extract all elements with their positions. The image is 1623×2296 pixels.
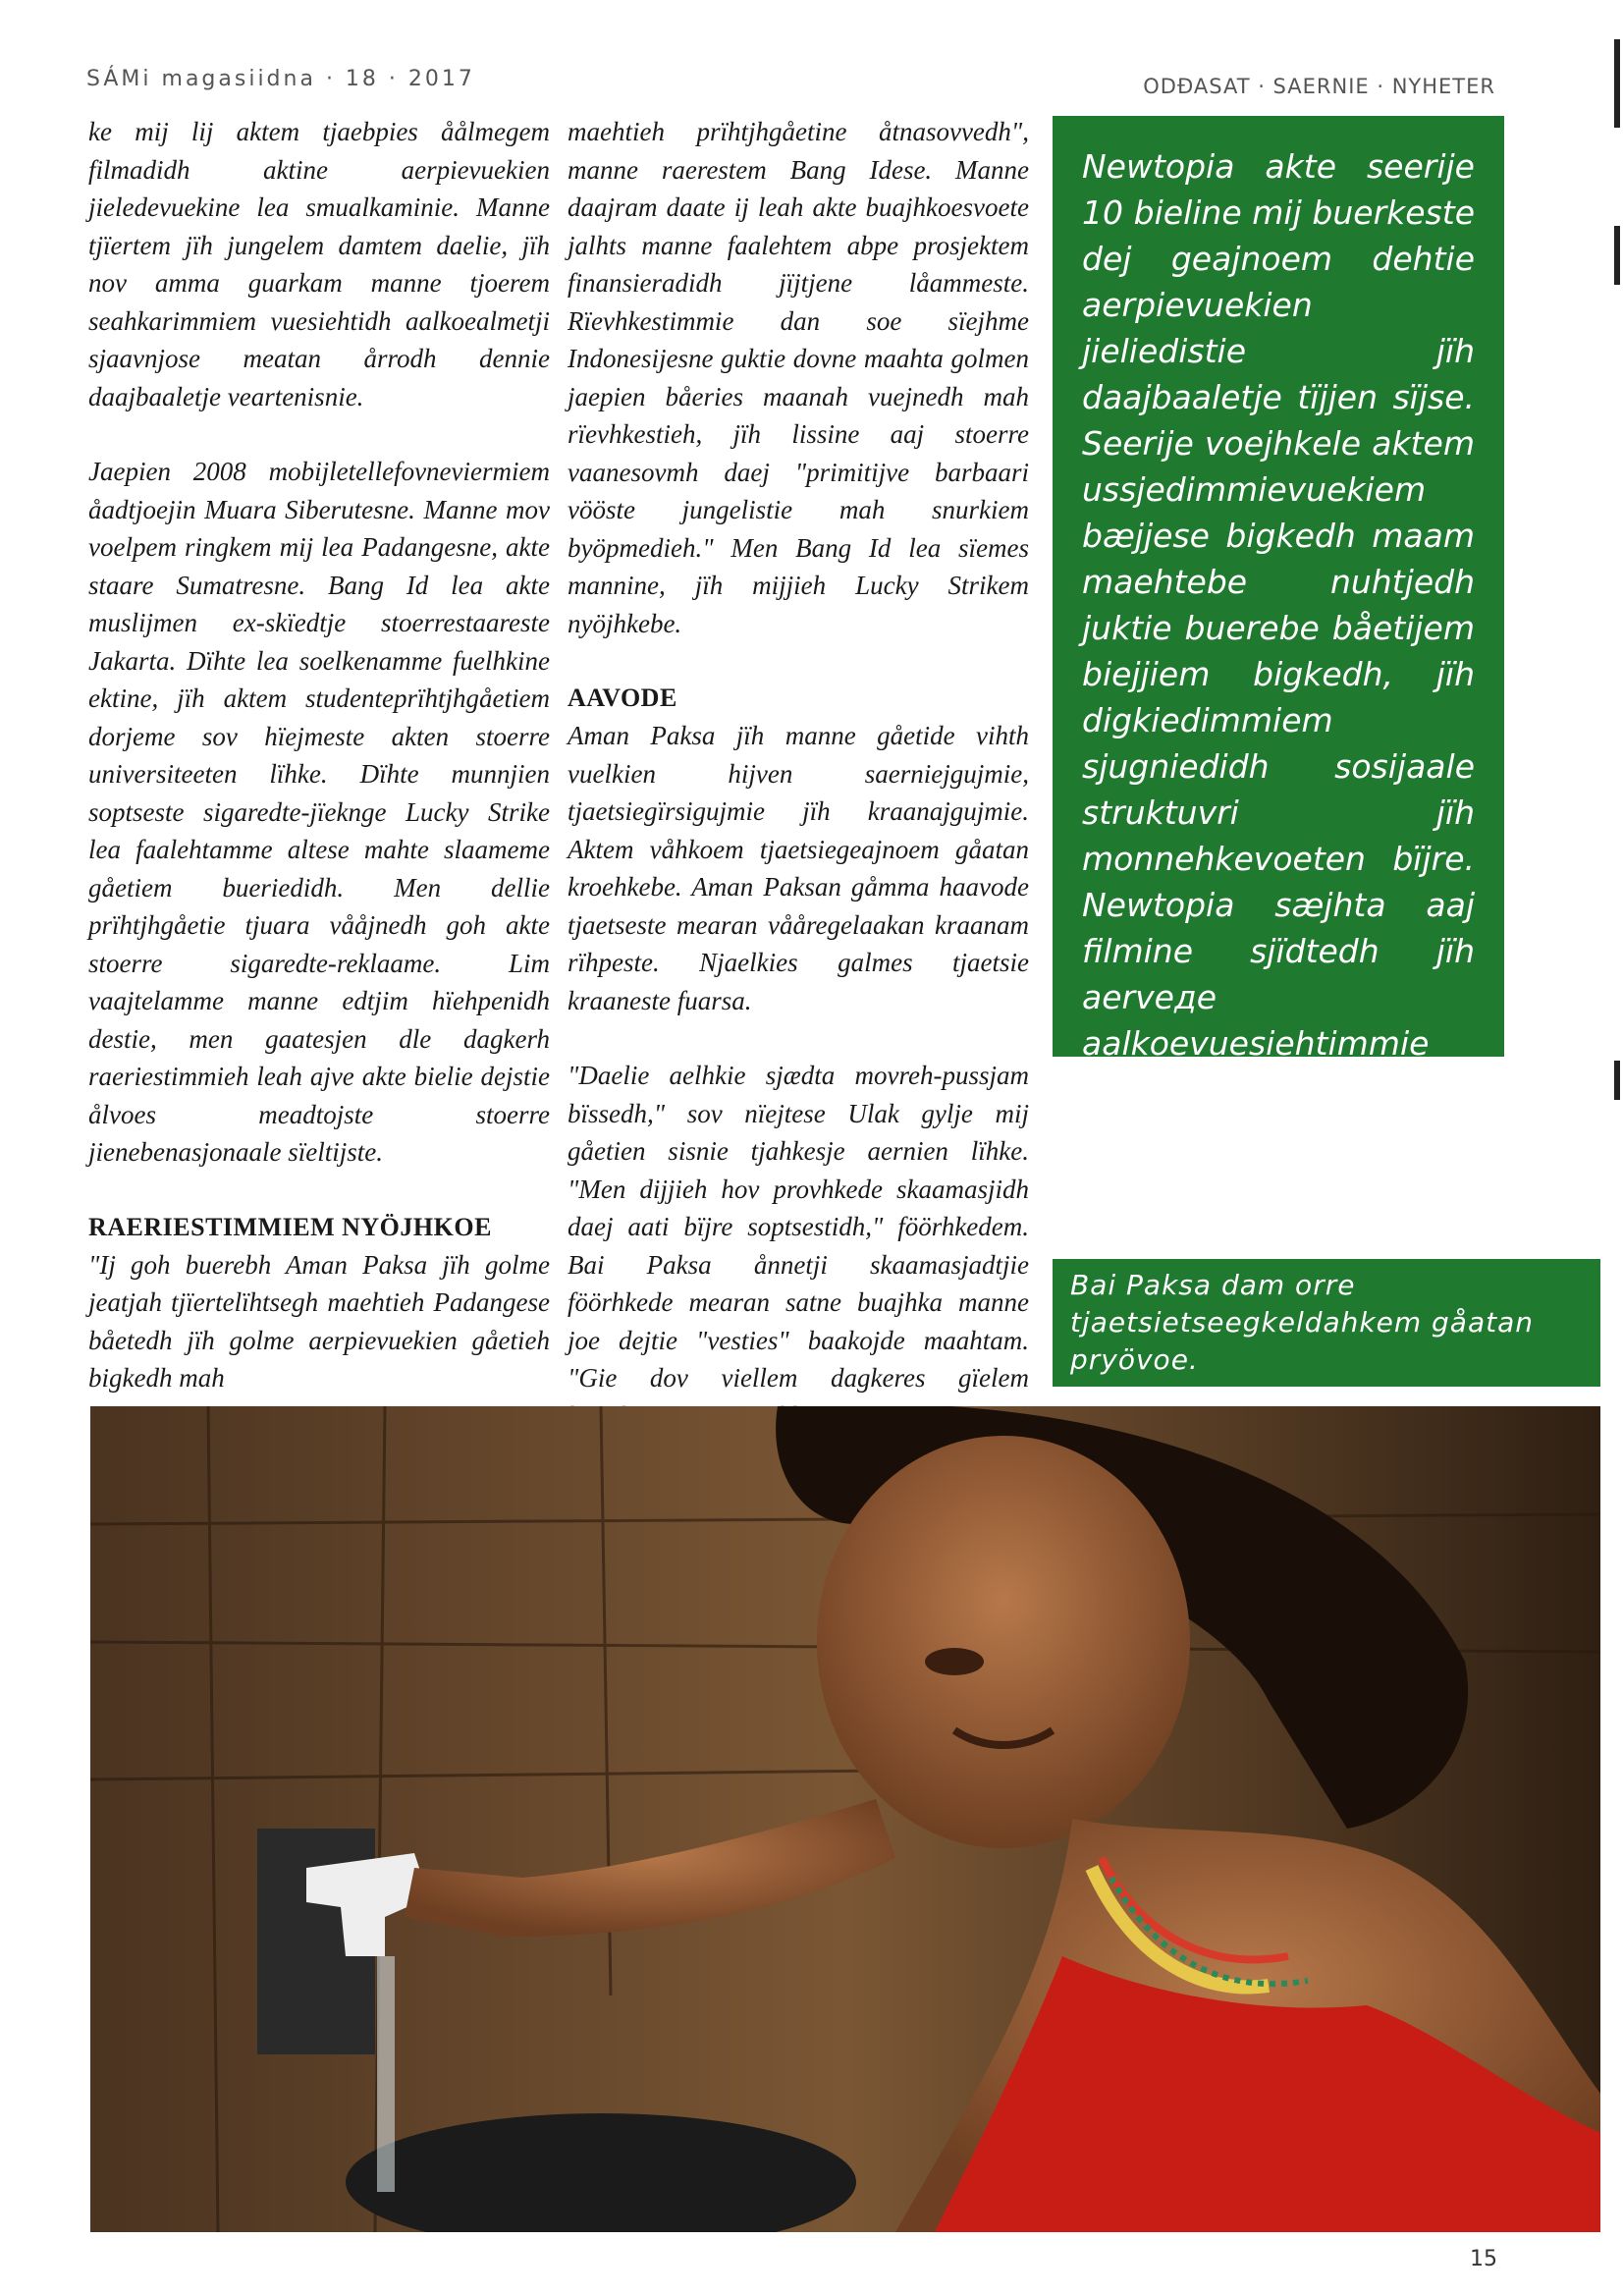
column1-paragraph-1: ke mij lij aktem tjaebpies åålmegem filmadidh aktine aerpievuekien jieledevuekine lea smualkaminie. Manne tjïertem jïh jungelem damtem daelie, jïh nov amma guarkam manne tjoerem seahkarimmiem vuesiehtidh aalkoealmetji sjaavnjose meatan årrodh dennie daajbaaletje veartenisnie.	[88, 117, 550, 411]
article-column-2	[568, 113, 1029, 1435]
photo-caption: Bai Paksa dam orre tjaetsietseegkeldahkem gåatan pryövoe.	[1053, 1259, 1600, 1387]
article-column-1	[88, 113, 550, 1397]
column2-subheading: AAVODE	[568, 683, 677, 712]
column1-subheading: RAERIESTIMMIEM NYÖJHKOE	[88, 1212, 492, 1241]
page-number: 15	[1470, 2247, 1497, 2271]
page-header-right: ODÐASAT · SAERNIE · NYHETER	[1143, 75, 1495, 98]
column1-paragraph-3: "Ij goh buerebh Aman Paksa jïh golme jeatjah tjïertelïhtsegh maehtieh Padangese båetedh jïh golme aerpievuekien gåetieh bigkedh mah	[88, 1249, 550, 1393]
column2-paragraph-1: maehtieh prïhtjhgåetine åtnasovvedh", manne raerestem Bang Idese. Manne daajram daate ij leah akte buajhkoesvoete jalhts manne faalehtem abpe prosjektem finansieradidh jïjtjene låammeste. Rïevhkestimmie dan soe sïejhme Indonesijesne guktie dovne maahta golmen jaepien båeries maanah vuejnedh mah rïevhkestieh, jïh lissine aaj stoerre vaanesovmh daej "primitijve barbaari vööste jungelistie mah snurkiem byöpmedieh." Men Bang Id lea sïemes mannine, jïh mijjieh Lucky Strikem nyöjhkebe.	[568, 117, 1029, 638]
article-photo	[90, 1406, 1600, 2232]
scan-edge-mark-1	[1614, 39, 1620, 128]
scan-edge-mark-3	[1614, 1061, 1620, 1100]
scan-edge-mark-2	[1614, 226, 1620, 285]
photo-woman-at-water-tap-icon	[90, 1406, 1600, 2232]
sidebar-infobox	[1053, 116, 1504, 1155]
column2-paragraph-3: "Daelie aelhkie sjædta movreh-pussjam bïssedh," sov nïejtese Ulak gylje mij gåetien sisnie tjahkesje aernien lïhke. "Men dijjieh hov provhkede skaamasjidh daej aati bïjre soptsestidh," föörhkedem. Bai Paksa ånnetji skaamasjadtjie föörhkede mearan satne buajhka manne joe dejtie "vesties" baakojde maahtam. "Gie dov viellem dagkeres gïelem	[568, 1061, 1029, 1393]
column2-paragraph-2: Aman Paksa jïh manne gåetide vihth vuelkien hijven saerniejgujmie, tjaetsiegïrsigujmie jïh kraanajgujmie. Aktem våhkoem tjaetsiegeajnoem gåatan kroehkebe. Aman Paksan gåmma haavode tjaetseste mearan vååregelaakan kraanam rïhpeste. Njaelkies galmes tjaetsie kraaneste fuarsa.	[568, 721, 1029, 1015]
sidebar-text: Newtopia akte seerije 10 bieline mij buerkeste dej geajnoem dehtie aerpievuekien jieliedistie jïh daajbaaletje tïjjen sïjse. Seerije voejhkele aktem ussjedimmievuekiem bæjjese bigkedh maam maehtebe nuhtjedh juktie buerebe båetijem biejjiem bigkedh, jïh digkiedimmiem sjugniedidh sosijaale struktuvri jïh monnehkevoeten bïjre. Newtopia sæjhta aaj filmine sjïdtedh jïh aerveде aalkoevuesiehtimmie sjædta 2018 aalkoelisnie.	[1082, 147, 1475, 1155]
page-header-left: SÁMi magasiidna · 18 · 2017	[86, 67, 475, 91]
column1-paragraph-2: Jaepien 2008 mobijletellefovneviermiem åadtjoejin Muara Siberutesne. Manne mov voelpem ringkem mij lea Padangesne, akte staare Sumatresne. Bang Id lea akte muslijmen ex-skïedtje stoerrestaareste Jakarta. Dïhte lea soelkenamme fuelhkine ektine, jïh aktem studenteprïhtjhgåetiem dorjeme sov hïejmeste akten stoerre universiteeten lïhke. Dïhte munnjien soptseste sigaredte-jïeknge Lucky Strike lea faalehtamme altese mahte slaameme gåetiem bueriedidh. Men dellie prïhtjhgåetie tjuara vååjnedh goh akte stoerre sigaredte-reklaame. Lim vaajtelamme manne edtjim hïehpenidh destie, men gaatesjen dle dagkerh raeriestimmieh leah ajve akte bielie dejstie ålvoes meadtojste stoerre jienebenasjonaale sïeltijste.	[88, 457, 550, 1167]
